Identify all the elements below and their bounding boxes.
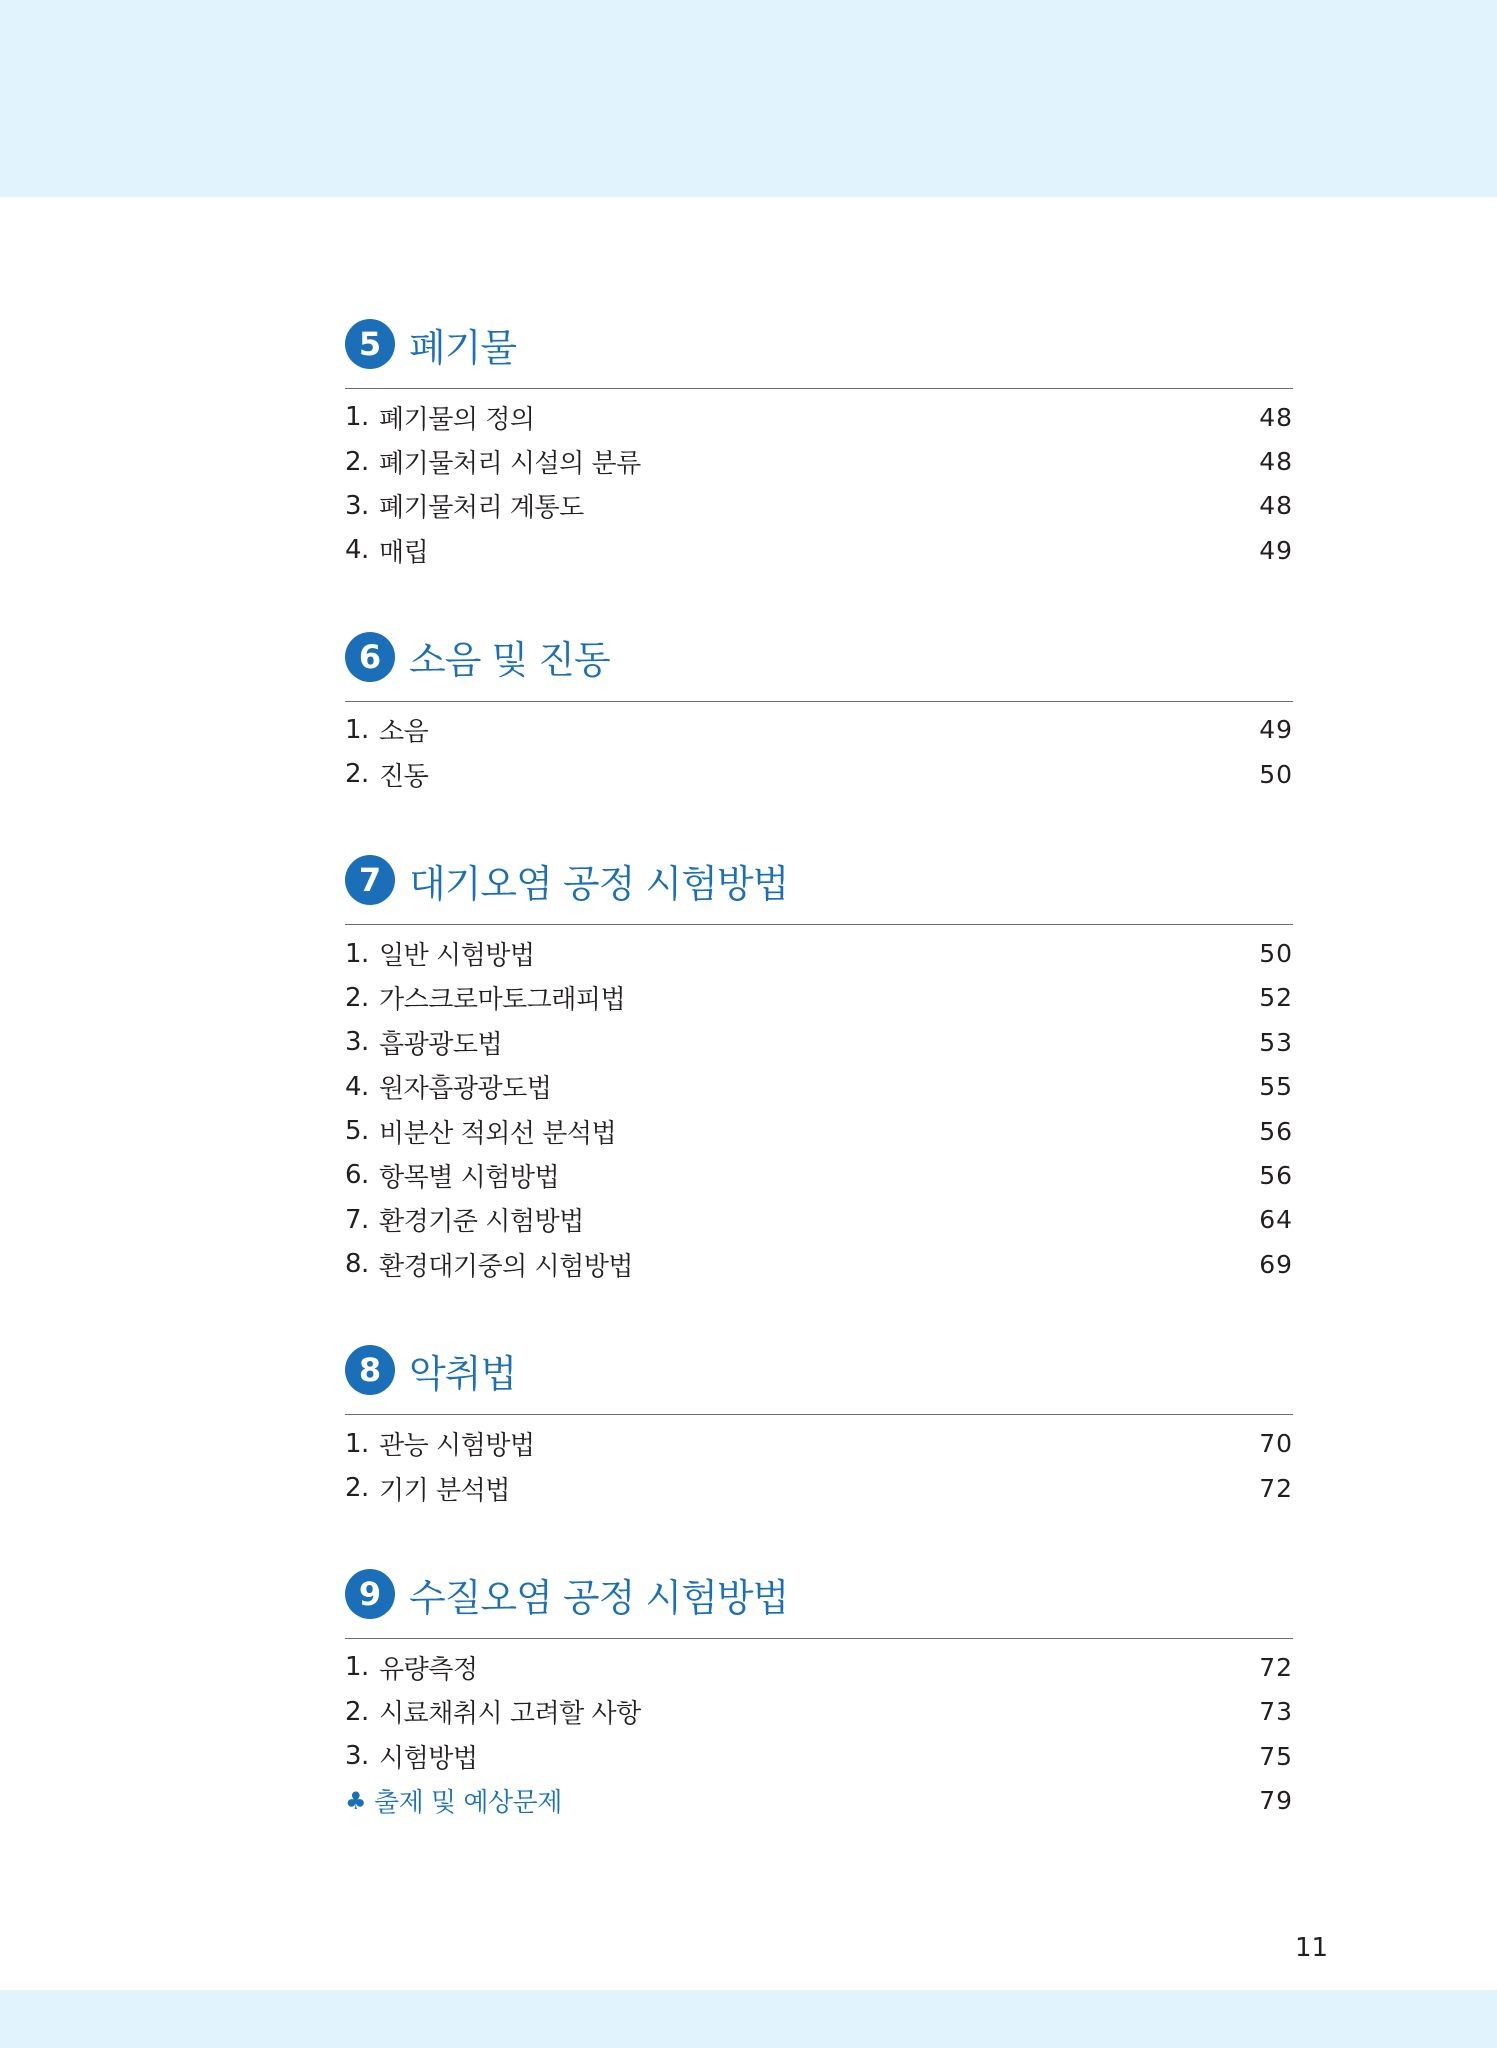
toc-entry[interactable] <box>345 1020 1293 1064</box>
entry-page: 70 <box>1259 1429 1293 1459</box>
club-icon: ♣ <box>345 1786 367 1815</box>
toc-entry[interactable] <box>345 395 1293 439</box>
entry-number: 2. <box>345 759 369 790</box>
entry-page: 49 <box>1259 715 1293 745</box>
entry-title: 출제 및 예상문제 <box>374 1788 562 1819</box>
entry-title: 기기 분석법 <box>379 1475 510 1506</box>
section-title[interactable]: 악취법 <box>409 1351 517 1396</box>
toc-section-5 <box>345 314 1293 573</box>
toc-entry[interactable] <box>345 1153 1293 1197</box>
entry-title: 소음 <box>379 717 429 748</box>
entry-page: 52 <box>1259 983 1293 1013</box>
toc-entry[interactable] <box>345 931 1293 975</box>
page-number: 11 <box>1295 1933 1329 1963</box>
entry-page: 73 <box>1259 1697 1293 1727</box>
entry-number: 1. <box>345 714 369 745</box>
entry-title: 가스크로마토그래피법 <box>379 985 626 1016</box>
section-header <box>345 1564 1293 1639</box>
toc-section-6 <box>345 627 1293 797</box>
section-number-badge: 6 <box>345 632 395 682</box>
entry-page: 56 <box>1259 1160 1293 1190</box>
entry-number: 1. <box>345 402 369 433</box>
toc-entry[interactable] <box>345 528 1293 572</box>
table-of-contents <box>345 314 1293 1877</box>
section-header <box>345 850 1293 925</box>
toc-section-9 <box>345 1564 1293 1823</box>
toc-entry[interactable] <box>345 1645 1293 1689</box>
section-title[interactable]: 수질오염 공정 시험방법 <box>409 1575 789 1620</box>
toc-entry-practice-questions[interactable] <box>345 1778 1293 1822</box>
entry-number: 1. <box>345 1428 369 1459</box>
entry-number: 2. <box>345 982 369 1013</box>
toc-entry[interactable] <box>345 1421 1293 1465</box>
entry-number: 3. <box>345 1741 369 1772</box>
top-band <box>0 0 1497 197</box>
entry-title: 폐기물처리 계통도 <box>379 493 584 524</box>
section-title[interactable]: 소음 및 진동 <box>409 638 610 683</box>
entry-page: 69 <box>1259 1249 1293 1279</box>
entry-title: 관능 시험방법 <box>379 1431 535 1462</box>
section-header <box>345 314 1293 389</box>
toc-entry[interactable] <box>345 1690 1293 1734</box>
entry-title: 일반 시험방법 <box>379 941 535 972</box>
entry-title: 유량측정 <box>379 1654 478 1685</box>
entry-number: 2. <box>345 1696 369 1727</box>
entry-page: 79 <box>1259 1786 1293 1816</box>
toc-entry[interactable] <box>345 1734 1293 1778</box>
entry-title: 항목별 시험방법 <box>379 1162 560 1193</box>
toc-entry[interactable] <box>345 1198 1293 1242</box>
toc-section-8 <box>345 1340 1293 1510</box>
toc-section-7 <box>345 850 1293 1286</box>
bottom-band <box>0 1990 1497 2048</box>
entry-title: 원자흡광광도법 <box>379 1074 552 1105</box>
entry-page: 72 <box>1259 1473 1293 1503</box>
entry-title: 폐기물의 정의 <box>379 404 535 435</box>
toc-entry[interactable] <box>345 439 1293 483</box>
section-number-badge: 8 <box>345 1345 395 1395</box>
toc-entry[interactable] <box>345 1065 1293 1109</box>
entry-title: 시료채취시 고려할 사항 <box>379 1699 641 1730</box>
entry-page: 48 <box>1259 402 1293 432</box>
toc-entry[interactable] <box>345 1109 1293 1153</box>
entry-number: 5. <box>345 1116 369 1147</box>
toc-entry[interactable] <box>345 976 1293 1020</box>
entry-page: 50 <box>1259 939 1293 969</box>
toc-entry[interactable] <box>345 752 1293 796</box>
entry-number: 7. <box>345 1204 369 1235</box>
entry-number: 1. <box>345 938 369 969</box>
toc-entry[interactable] <box>345 1242 1293 1286</box>
entry-title: 환경기준 시험방법 <box>379 1207 584 1238</box>
entry-page: 50 <box>1259 759 1293 789</box>
entry-number: 2. <box>345 446 369 477</box>
entry-number: 4. <box>345 1071 369 1102</box>
section-number-badge: 9 <box>345 1569 395 1619</box>
section-header <box>345 627 1293 702</box>
entry-page: 55 <box>1259 1072 1293 1102</box>
entry-page: 48 <box>1259 447 1293 477</box>
entry-title: 매립 <box>379 537 429 568</box>
entry-number: 2. <box>345 1473 369 1504</box>
entry-page: 53 <box>1259 1027 1293 1057</box>
entry-title: 환경대기중의 시험방법 <box>379 1251 633 1282</box>
section-header <box>345 1340 1293 1415</box>
section-number-badge: 5 <box>345 319 395 369</box>
section-title[interactable]: 대기오염 공정 시험방법 <box>409 861 789 906</box>
entry-number: 1. <box>345 1652 369 1683</box>
section-title[interactable]: 폐기물 <box>409 325 517 370</box>
entry-number: 8. <box>345 1249 369 1280</box>
entry-page: 56 <box>1259 1116 1293 1146</box>
entry-number: 4. <box>345 535 369 566</box>
entry-page: 72 <box>1259 1652 1293 1682</box>
entry-number: 6. <box>345 1160 369 1191</box>
entry-page: 64 <box>1259 1205 1293 1235</box>
entry-page: 48 <box>1259 491 1293 521</box>
entry-title: 흡광광도법 <box>379 1029 503 1060</box>
entry-title: 비분산 적외선 분석법 <box>379 1118 617 1149</box>
toc-entry[interactable] <box>345 708 1293 752</box>
entry-title: 진동 <box>379 761 429 792</box>
toc-entry[interactable] <box>345 484 1293 528</box>
entry-page: 75 <box>1259 1741 1293 1771</box>
entry-title: 시험방법 <box>379 1743 478 1774</box>
entry-number: 3. <box>345 490 369 521</box>
toc-entry[interactable] <box>345 1466 1293 1510</box>
entry-number: 3. <box>345 1027 369 1058</box>
entry-title: 폐기물처리 시설의 분류 <box>379 449 641 480</box>
section-number-badge: 7 <box>345 855 395 905</box>
entry-page: 49 <box>1259 535 1293 565</box>
